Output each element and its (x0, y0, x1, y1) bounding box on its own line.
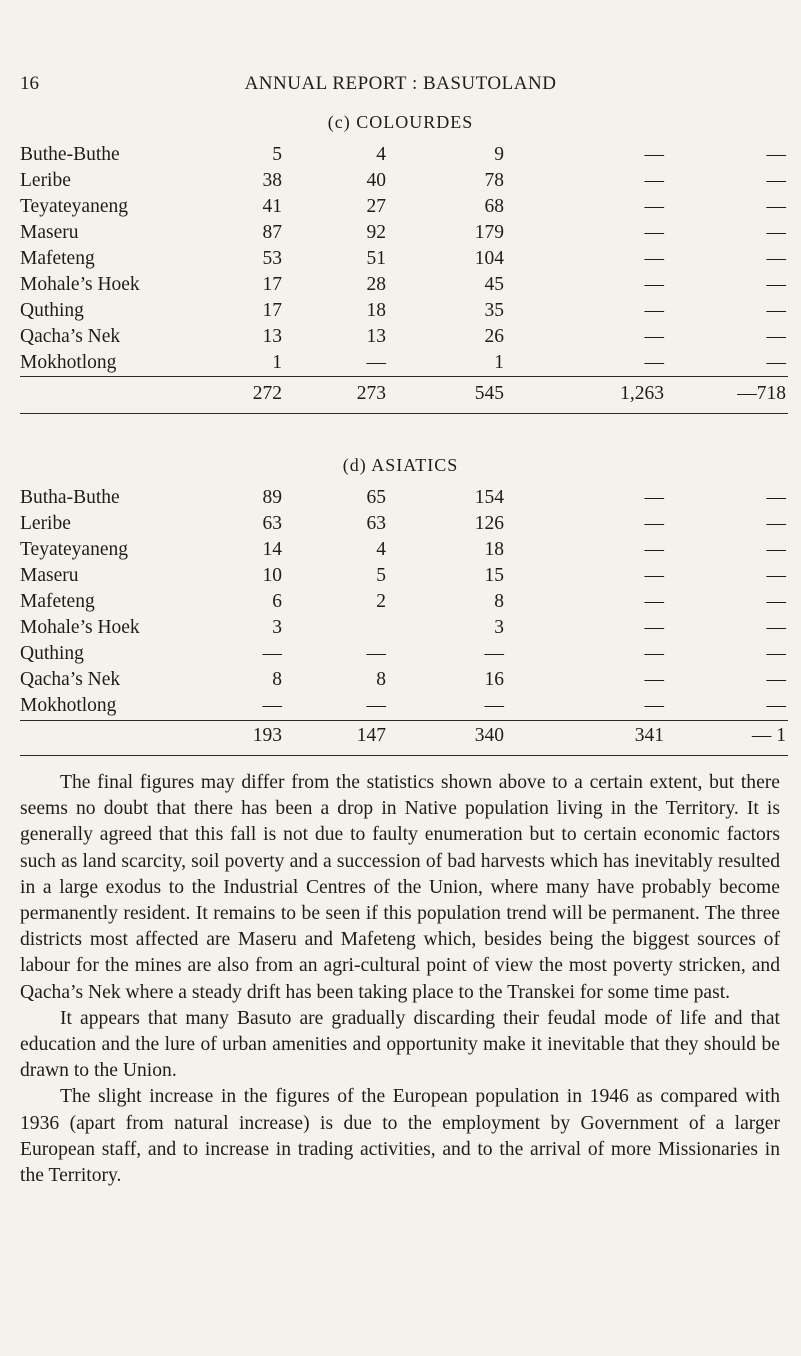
asiatics-totals-row (20, 723, 788, 749)
cell: 51 (366, 248, 386, 269)
cell: 87 (262, 222, 282, 243)
total-cell: 272 (252, 383, 282, 404)
table-title-asiatics: (d) ASIATICS (342, 455, 459, 475)
cell: — (484, 695, 504, 716)
cell: 63 (262, 513, 282, 534)
cell: — (766, 144, 786, 165)
district-name: Mokhotlong (20, 695, 117, 716)
table-row (20, 563, 788, 589)
total-cell: 1,263 (620, 383, 664, 404)
total-cell: 273 (356, 383, 386, 404)
cell: — (644, 617, 664, 638)
cell: — (644, 643, 664, 664)
cell: — (766, 274, 786, 295)
cell: 2 (376, 591, 386, 612)
cell: — (766, 565, 786, 586)
cell: 68 (484, 196, 504, 217)
cell: — (644, 352, 664, 373)
cell: — (644, 300, 664, 321)
cell: — (262, 695, 282, 716)
district-name: Leribe (20, 170, 71, 191)
district-name: Qacha’s Nek (20, 669, 121, 690)
table-rule-top (20, 720, 788, 721)
cell: 3 (272, 617, 282, 638)
cell: 6 (272, 591, 282, 612)
table-rule-bottom (20, 413, 788, 414)
cell: — (644, 274, 664, 295)
cell: — (766, 196, 786, 217)
cell: 16 (484, 669, 504, 690)
total-cell: 341 (634, 725, 664, 746)
cell: 17 (262, 300, 282, 321)
district-name: Mohale’s Hoek (20, 617, 140, 638)
total-cell: 340 (474, 725, 504, 746)
district-name: Leribe (20, 513, 71, 534)
cell: 89 (262, 487, 282, 508)
table-row (20, 615, 788, 641)
cell: — (484, 643, 504, 664)
paragraph: The final figures may differ from the statistics shown above to a certain extent, but there seems no doubt that there has been a drop in Native population living in the Territory. It is generally agreed that this fall is not due to faulty enumeration but to certain economic factors such as land scarcity, soil poverty and a succession of bad harvests which has inevitably resulted in a large exodus to the Industrial Centres of the Union, where many have probably become permanently resident. It remains to be seen if this population trend will be permanent. The three districts most affected are Maseru and Mafeteng which, besides being the biggest sources of labour for the mines are also from an agri-cultural point of view the most poverty stricken, and Qacha’s Nek where a steady drift has been taking place to the Transkei for some time past. (20, 772, 780, 1003)
cell: — (644, 196, 664, 217)
cell: — (766, 539, 786, 560)
cell: — (766, 326, 786, 347)
cell: 63 (366, 513, 386, 534)
cell: 35 (484, 300, 504, 321)
cell: 13 (262, 326, 282, 347)
total-cell: — 1 (751, 725, 786, 746)
table-row (20, 589, 788, 615)
colourdes-table (20, 142, 788, 376)
cell: — (766, 591, 786, 612)
cell: 179 (474, 222, 504, 243)
district-name: Maseru (20, 222, 79, 243)
cell: 154 (474, 487, 504, 508)
cell: 92 (366, 222, 386, 243)
table-row (20, 485, 788, 511)
table-title-colourdes: (c) COLOURDES (327, 112, 474, 132)
district-name: Butha-Buthe (20, 487, 120, 508)
cell: 8 (376, 669, 386, 690)
cell: — (766, 617, 786, 638)
cell: — (766, 669, 786, 690)
district-name: Teyateyaneng (20, 539, 128, 560)
cell: 8 (272, 669, 282, 690)
cell: 8 (494, 591, 504, 612)
district-name: Mafeteng (20, 591, 95, 612)
table-row (20, 168, 788, 194)
cell: 65 (366, 487, 386, 508)
total-cell: 545 (474, 383, 504, 404)
table-row (20, 246, 788, 272)
cell: 10 (262, 565, 282, 586)
cell: 38 (262, 170, 282, 191)
cell: — (366, 643, 386, 664)
cell: 13 (366, 326, 386, 347)
table-row (20, 194, 788, 220)
total-cell: 193 (252, 725, 282, 746)
cell: — (766, 170, 786, 191)
cell: 26 (484, 326, 504, 347)
cell: — (766, 487, 786, 508)
cell: 17 (262, 274, 282, 295)
cell: — (644, 326, 664, 347)
cell: — (766, 300, 786, 321)
cell: 78 (484, 170, 504, 191)
cell: 4 (376, 539, 386, 560)
cell: 3 (494, 617, 504, 638)
cell: 5 (272, 144, 282, 165)
cell: — (644, 248, 664, 269)
asiatics-table (20, 485, 788, 719)
cell: — (366, 352, 386, 373)
district-name: Mohale’s Hoek (20, 274, 140, 295)
cell: — (766, 248, 786, 269)
district-name: Qacha’s Nek (20, 326, 121, 347)
paragraph: It appears that many Basuto are gradually discarding their feudal mode of life and that education and the lure of urban amenities and opportunity make it inevitable that they should be drawn to the Union. (20, 1007, 780, 1082)
table-row (20, 667, 788, 693)
district-name: Maseru (20, 565, 79, 586)
cell: — (644, 565, 664, 586)
cell: 1 (272, 352, 282, 373)
cell: 53 (262, 248, 282, 269)
district-name: Quthing (20, 643, 84, 664)
cell: — (644, 513, 664, 534)
table-rule-bottom (20, 755, 788, 756)
cell: 40 (366, 170, 386, 191)
cell: 4 (376, 144, 386, 165)
cell: 1 (494, 352, 504, 373)
table-row (20, 693, 788, 719)
paragraph: The slight increase in the figures of the European population in 1946 as compared with 1936 (apart from natural increase) is due to the employment by Government of a larger European staff, and to increase in trading activities, and to the arrival of more Missionaries in the Territory. (20, 1086, 780, 1187)
cell: 28 (366, 274, 386, 295)
table-row (20, 537, 788, 563)
total-cell: —718 (737, 383, 786, 404)
cell: — (766, 513, 786, 534)
cell: — (644, 170, 664, 191)
district-name: Teyateyaneng (20, 196, 128, 217)
cell: 104 (474, 248, 504, 269)
cell: 126 (474, 513, 504, 534)
cell: 15 (484, 565, 504, 586)
cell: 18 (484, 539, 504, 560)
cell: — (644, 222, 664, 243)
cell: — (644, 144, 664, 165)
table-row (20, 350, 788, 376)
table-row (20, 511, 788, 537)
cell: — (766, 643, 786, 664)
cell: 45 (484, 274, 504, 295)
cell: 9 (494, 144, 504, 165)
table-row (20, 298, 788, 324)
cell: — (262, 643, 282, 664)
cell: — (644, 695, 664, 716)
table-row (20, 142, 788, 168)
page-number: 16 (20, 73, 39, 94)
cell: — (644, 487, 664, 508)
district-name: Quthing (20, 300, 84, 321)
table-row (20, 272, 788, 298)
cell: 5 (376, 565, 386, 586)
district-name: Mafeteng (20, 248, 95, 269)
cell: — (366, 695, 386, 716)
district-name: Mokhotlong (20, 352, 117, 373)
cell: 18 (366, 300, 386, 321)
table-row (20, 324, 788, 350)
running-title: ANNUAL REPORT : BASUTOLAND (244, 73, 557, 94)
cell: — (766, 695, 786, 716)
cell: — (644, 591, 664, 612)
cell: 27 (366, 196, 386, 217)
cell: 14 (262, 539, 282, 560)
table-row (20, 220, 788, 246)
cell: 41 (262, 196, 282, 217)
cell: — (644, 539, 664, 560)
district-name: Buthe-Buthe (20, 144, 120, 165)
cell: — (766, 352, 786, 373)
table-rule-top (20, 376, 788, 377)
table-row (20, 641, 788, 667)
colourdes-totals-row (20, 381, 788, 407)
body-text (20, 770, 780, 1189)
total-cell: 147 (356, 725, 386, 746)
cell: — (644, 669, 664, 690)
cell: — (766, 222, 786, 243)
page-header (0, 73, 801, 103)
